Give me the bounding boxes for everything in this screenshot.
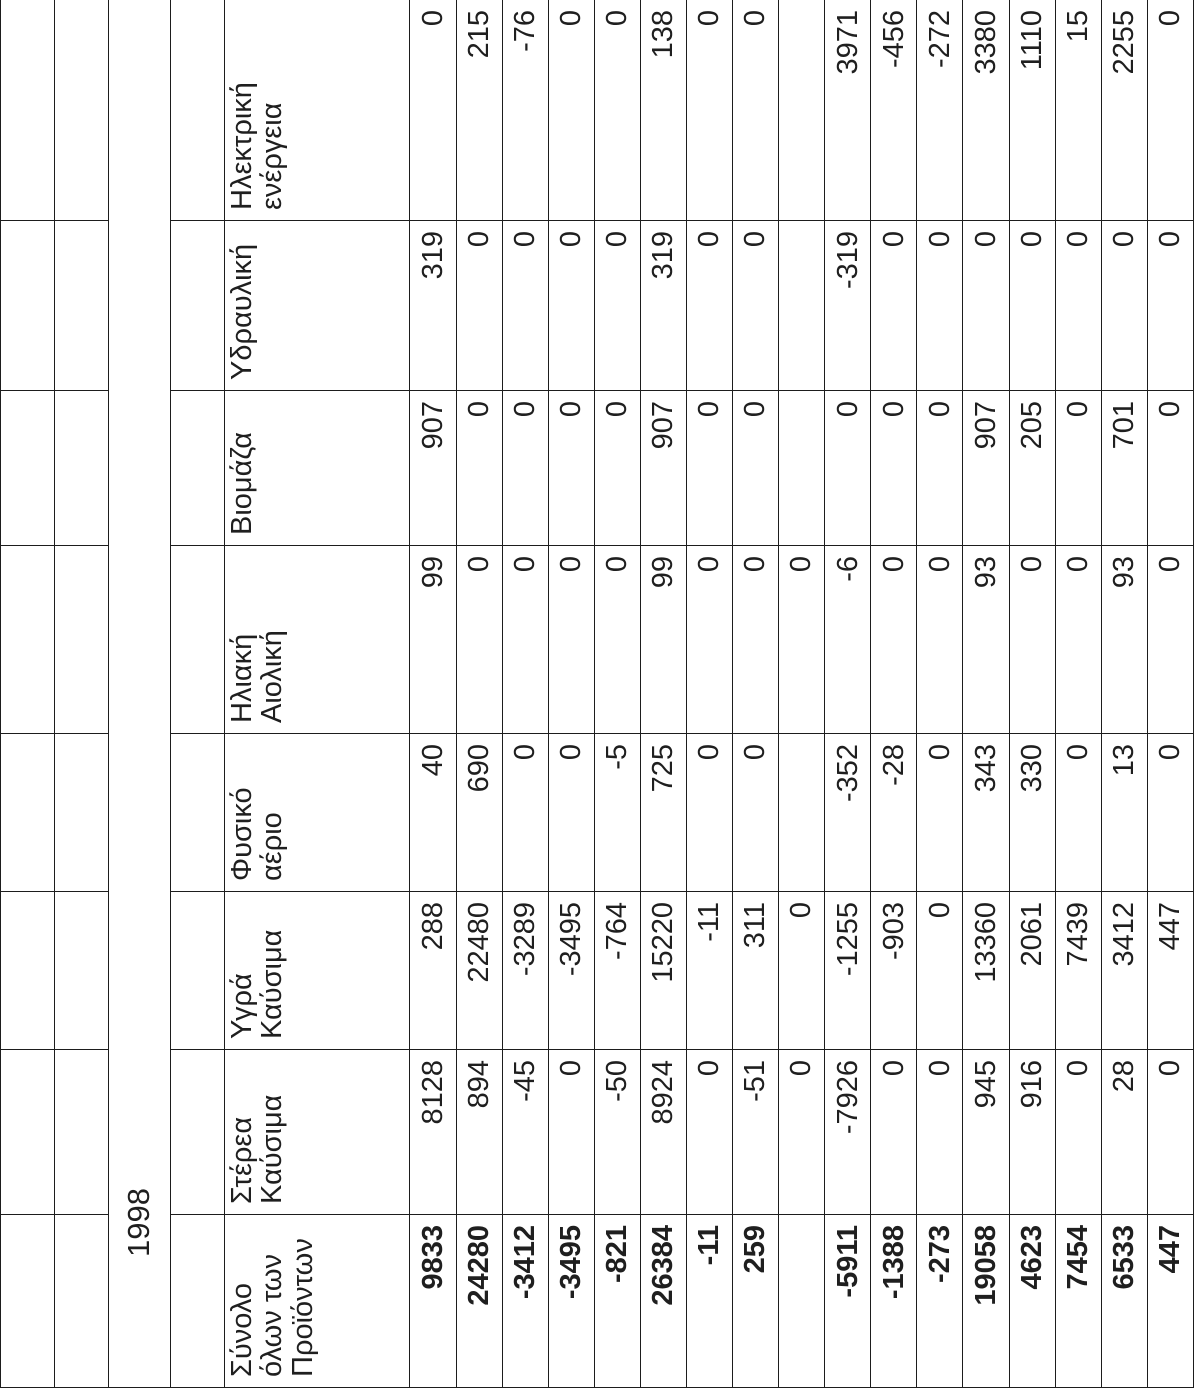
total-cell: -5911 xyxy=(825,1215,871,1388)
value-cell: 15 xyxy=(1055,0,1101,221)
value-cell: 0 xyxy=(686,546,732,734)
value-cell: -1255 xyxy=(825,892,871,1050)
column-header xyxy=(224,1050,410,1215)
column-header-line: Σύνολο xyxy=(225,1282,258,1377)
value-cell: 0 xyxy=(917,391,963,546)
value-cell: 0 xyxy=(779,1050,825,1215)
table-row xyxy=(1147,0,1193,1388)
table-row xyxy=(456,0,502,1388)
value-cell: 343 xyxy=(963,734,1009,892)
column-header xyxy=(224,391,410,546)
value-cell: -11 xyxy=(686,892,732,1050)
value-cell: 3380 xyxy=(963,0,1009,221)
column-header-line: Ηλεκτρική xyxy=(225,82,258,210)
total-cell: 7454 xyxy=(1055,1215,1101,1388)
table-row xyxy=(917,0,963,1388)
value-cell: 447 xyxy=(1147,892,1193,1050)
value-cell: 0 xyxy=(1009,221,1055,391)
total-cell: 4623 xyxy=(1009,1215,1055,1388)
value-cell: 0 xyxy=(917,734,963,892)
value-cell: 2255 xyxy=(1101,0,1147,221)
total-cell: 19058 xyxy=(963,1215,1009,1388)
value-cell: 8128 xyxy=(410,1050,456,1215)
table-row xyxy=(594,0,640,1388)
value-cell: 311 xyxy=(733,892,779,1050)
value-cell: -319 xyxy=(825,221,871,391)
value-cell: 0 xyxy=(917,892,963,1050)
value-cell: 0 xyxy=(594,0,640,221)
value-cell: 0 xyxy=(1147,546,1193,734)
table-row xyxy=(1055,0,1101,1388)
column-header-line: Αιολική xyxy=(256,630,289,723)
value-cell: -3495 xyxy=(548,892,594,1050)
value-cell: 1110 xyxy=(1009,0,1055,221)
total-cell: -1388 xyxy=(871,1215,917,1388)
value-cell: 0 xyxy=(779,546,825,734)
column-header xyxy=(224,546,410,734)
value-cell: 0 xyxy=(871,1050,917,1215)
value-cell: 701 xyxy=(1101,391,1147,546)
column-header xyxy=(224,0,410,221)
value-cell: 40 xyxy=(410,734,456,892)
value-cell: 0 xyxy=(548,734,594,892)
value-cell: 0 xyxy=(1055,1050,1101,1215)
value-cell: 0 xyxy=(548,1050,594,1215)
value-cell xyxy=(779,0,825,221)
empty-row xyxy=(1,0,55,1388)
column-header xyxy=(224,892,410,1050)
value-cell: 0 xyxy=(733,0,779,221)
value-cell: 0 xyxy=(1147,1050,1193,1215)
value-cell: 319 xyxy=(640,221,686,391)
column-header xyxy=(224,221,410,391)
value-cell: 3971 xyxy=(825,0,871,221)
total-cell xyxy=(779,1215,825,1388)
value-cell: 0 xyxy=(917,1050,963,1215)
value-cell: 13360 xyxy=(963,892,1009,1050)
total-cell: -11 xyxy=(686,1215,732,1388)
value-cell: 0 xyxy=(779,892,825,1050)
total-cell: 9833 xyxy=(410,1215,456,1388)
value-cell: 0 xyxy=(917,221,963,391)
value-cell: 8924 xyxy=(640,1050,686,1215)
total-cell: -3412 xyxy=(502,1215,548,1388)
value-cell: -6 xyxy=(825,546,871,734)
value-cell: 215 xyxy=(456,0,502,221)
value-cell: 0 xyxy=(456,391,502,546)
column-header-line: Βιομάζα xyxy=(225,431,258,535)
total-cell: 24280 xyxy=(456,1215,502,1388)
value-cell: -51 xyxy=(733,1050,779,1215)
value-cell: 0 xyxy=(502,546,548,734)
value-cell: -352 xyxy=(825,734,871,892)
table-row xyxy=(640,0,686,1388)
value-cell: 0 xyxy=(825,391,871,546)
column-header-line: αέριο xyxy=(256,812,289,881)
value-cell: 0 xyxy=(1147,734,1193,892)
table-row xyxy=(502,0,548,1388)
table-row xyxy=(548,0,594,1388)
value-cell: 3412 xyxy=(1101,892,1147,1050)
total-cell: 259 xyxy=(733,1215,779,1388)
total-cell: 6533 xyxy=(1101,1215,1147,1388)
value-cell: -456 xyxy=(871,0,917,221)
value-cell: 0 xyxy=(1055,546,1101,734)
value-cell: 0 xyxy=(594,546,640,734)
table-row xyxy=(1009,0,1055,1388)
value-cell: 0 xyxy=(502,221,548,391)
table-row xyxy=(1101,0,1147,1388)
total-cell: -3495 xyxy=(548,1215,594,1388)
table-body xyxy=(1,0,1194,1388)
table-row xyxy=(871,0,917,1388)
value-cell xyxy=(779,391,825,546)
value-cell: 0 xyxy=(410,0,456,221)
total-cell: 26384 xyxy=(640,1215,686,1388)
value-cell: 690 xyxy=(456,734,502,892)
table-row xyxy=(686,0,732,1388)
value-cell: 0 xyxy=(686,734,732,892)
empty-row xyxy=(170,0,224,1388)
value-cell: 205 xyxy=(1009,391,1055,546)
table-row xyxy=(410,0,456,1388)
value-cell: 138 xyxy=(640,0,686,221)
value-cell: 0 xyxy=(456,221,502,391)
value-cell: -7926 xyxy=(825,1050,871,1215)
value-cell: 0 xyxy=(871,221,917,391)
value-cell: 907 xyxy=(963,391,1009,546)
value-cell: 0 xyxy=(1055,221,1101,391)
value-cell: 0 xyxy=(1147,221,1193,391)
column-header-line: όλων των xyxy=(256,1253,289,1377)
value-cell xyxy=(779,734,825,892)
value-cell: 0 xyxy=(733,734,779,892)
value-cell: 93 xyxy=(963,546,1009,734)
value-cell: 13 xyxy=(1101,734,1147,892)
column-header-line: Ηλιακή xyxy=(225,633,258,723)
value-cell: 0 xyxy=(1101,221,1147,391)
empty-row xyxy=(54,0,108,1388)
value-cell: -45 xyxy=(502,1050,548,1215)
value-cell: -764 xyxy=(594,892,640,1050)
year-row xyxy=(108,0,170,1388)
value-cell: 0 xyxy=(456,546,502,734)
value-cell: -28 xyxy=(871,734,917,892)
value-cell: 894 xyxy=(456,1050,502,1215)
table-row xyxy=(825,0,871,1388)
value-cell: 0 xyxy=(733,546,779,734)
total-cell: 447 xyxy=(1147,1215,1193,1388)
value-cell: 99 xyxy=(410,546,456,734)
table-row xyxy=(779,0,825,1388)
value-cell: 22480 xyxy=(456,892,502,1050)
value-cell: 0 xyxy=(594,221,640,391)
value-cell: 907 xyxy=(410,391,456,546)
value-cell: 0 xyxy=(1055,391,1101,546)
value-cell: 0 xyxy=(502,734,548,892)
value-cell: 0 xyxy=(1009,546,1055,734)
value-cell: 2061 xyxy=(1009,892,1055,1050)
value-cell: 0 xyxy=(594,391,640,546)
value-cell: 0 xyxy=(1147,391,1193,546)
value-cell: 0 xyxy=(963,221,1009,391)
column-header-row xyxy=(224,0,410,1388)
value-cell: 0 xyxy=(686,391,732,546)
value-cell: 0 xyxy=(548,546,594,734)
value-cell: 0 xyxy=(917,546,963,734)
value-cell: 0 xyxy=(733,391,779,546)
column-header-line: Καύσιμα xyxy=(256,929,289,1039)
value-cell: 93 xyxy=(1101,546,1147,734)
value-cell: 0 xyxy=(871,546,917,734)
value-cell: -272 xyxy=(917,0,963,221)
value-cell xyxy=(779,221,825,391)
value-cell: -50 xyxy=(594,1050,640,1215)
column-header-line: Υδραυλική xyxy=(225,243,258,380)
value-cell: 0 xyxy=(686,221,732,391)
value-cell: 15220 xyxy=(640,892,686,1050)
table-row xyxy=(733,0,779,1388)
year-label: 1998 xyxy=(108,0,170,1388)
value-cell: 0 xyxy=(871,391,917,546)
column-header-line: Καύσιμα xyxy=(256,1094,289,1204)
column-header xyxy=(224,734,410,892)
value-cell: 0 xyxy=(502,391,548,546)
value-cell: 330 xyxy=(1009,734,1055,892)
column-header-line: ενέργεια xyxy=(256,102,289,210)
total-cell: -273 xyxy=(917,1215,963,1388)
value-cell: 7439 xyxy=(1055,892,1101,1050)
total-cell: -821 xyxy=(594,1215,640,1388)
value-cell: 28 xyxy=(1101,1050,1147,1215)
value-cell: 0 xyxy=(548,0,594,221)
value-cell: -903 xyxy=(871,892,917,1050)
value-cell: 0 xyxy=(733,221,779,391)
column-header-line: Υγρά xyxy=(225,973,258,1039)
value-cell: 99 xyxy=(640,546,686,734)
value-cell: 725 xyxy=(640,734,686,892)
value-cell: 0 xyxy=(1055,734,1101,892)
value-cell: 0 xyxy=(686,0,732,221)
value-cell: 0 xyxy=(548,391,594,546)
value-cell: -5 xyxy=(594,734,640,892)
column-header-line: Στέρεα xyxy=(225,1116,258,1204)
value-cell: 0 xyxy=(548,221,594,391)
value-cell: 916 xyxy=(1009,1050,1055,1215)
column-header xyxy=(224,1215,410,1388)
value-cell: 288 xyxy=(410,892,456,1050)
value-cell: 945 xyxy=(963,1050,1009,1215)
table-row xyxy=(963,0,1009,1388)
value-cell: 907 xyxy=(640,391,686,546)
column-header-line: Προϊόντων xyxy=(286,1238,319,1377)
value-cell: -3289 xyxy=(502,892,548,1050)
value-cell: 0 xyxy=(1147,0,1193,221)
value-cell: -76 xyxy=(502,0,548,221)
column-header-line: Φυσικό xyxy=(225,787,258,881)
value-cell: 0 xyxy=(686,1050,732,1215)
value-cell: 319 xyxy=(410,221,456,391)
